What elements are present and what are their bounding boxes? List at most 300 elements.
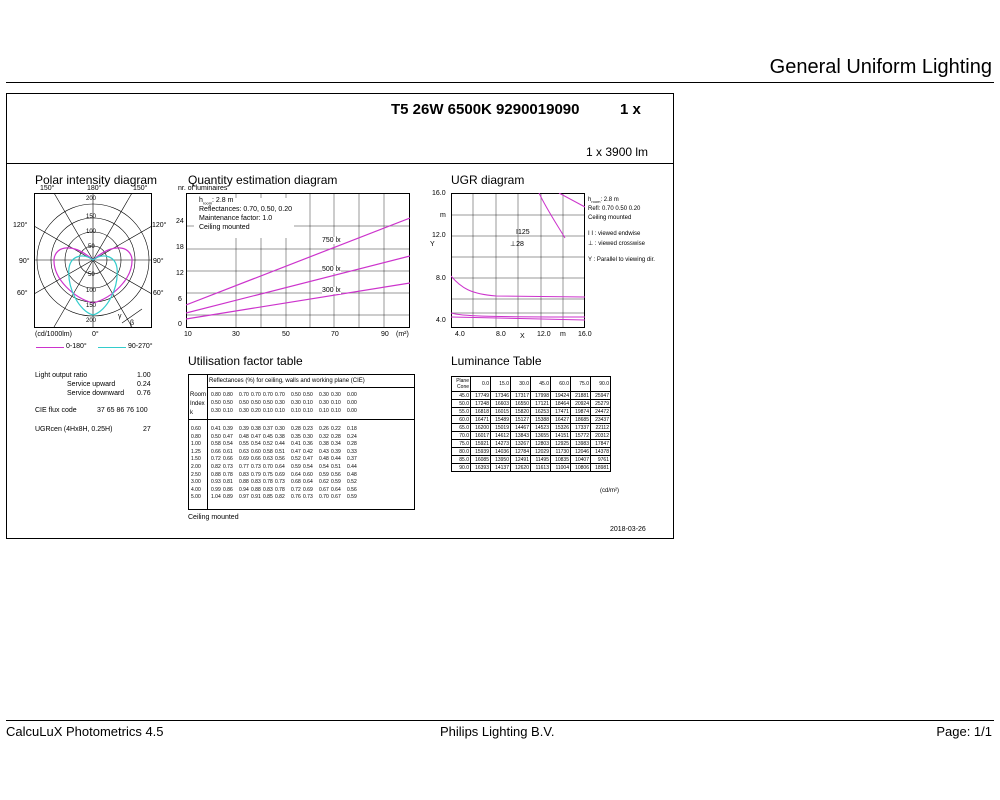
- uf-cell: 0.45: [263, 433, 273, 440]
- lum-head-cell: 60.0: [551, 377, 571, 392]
- uf-cell: 0.93: [211, 479, 221, 486]
- datasheet-date: 2018-03-26: [610, 526, 646, 533]
- uf-cell: 0.70: [319, 494, 329, 501]
- lum-cell: 14467: [511, 424, 531, 432]
- lum-cell: 13983: [571, 440, 591, 448]
- lum-table-unit: (cd/m²): [600, 488, 619, 494]
- uf-cell: 0.59: [347, 494, 357, 501]
- uf-refl-cell: 0.50: [251, 400, 261, 406]
- qty-ylabel: nr. of luminaires: [178, 185, 228, 192]
- lum-cell: 17749: [471, 392, 491, 400]
- uf-refl-cell: 0.00: [347, 408, 357, 414]
- uf-cell: 0.73: [303, 494, 313, 501]
- lum-cell: 18464: [551, 400, 571, 408]
- uf-refl-cell: 0.30: [291, 400, 301, 406]
- summary-lor-label: Light output ratio: [35, 372, 88, 379]
- uf-cell: 1.04: [211, 494, 221, 501]
- uf-cell: 0.64: [303, 479, 313, 486]
- polar-left-60: 60°: [17, 290, 28, 297]
- lum-head-cell: 0.0: [471, 377, 491, 392]
- uf-cell: 0.99: [211, 486, 221, 493]
- lum-cell: 17337: [571, 424, 591, 432]
- ugr-val-endwise: I125: [516, 229, 530, 236]
- uf-room-index-cell: 5.00: [191, 494, 201, 501]
- ugr-ytick-4: 4.0: [436, 317, 446, 324]
- uf-cell: 0.63: [239, 448, 249, 455]
- uf-cell: 0.66: [251, 456, 261, 463]
- lum-head-cell: 30.0: [511, 377, 531, 392]
- uf-refl-cell: 0.70: [275, 392, 285, 398]
- lum-cell: 11613: [531, 464, 551, 472]
- summary-down-label: Service downward: [67, 390, 125, 397]
- uf-cell: 0.30: [275, 426, 285, 432]
- lum-cell: 12784: [511, 448, 531, 456]
- uf-room-index-cell: 2.00: [191, 464, 201, 470]
- luminaire-quantity: 1 x: [620, 101, 641, 118]
- ugr-xlabel: X: [520, 333, 525, 340]
- uf-refl-cell: 0.10: [319, 408, 329, 414]
- uf-cell: 0.37: [347, 456, 357, 463]
- uf-table-box: [188, 374, 415, 510]
- lum-cell: 15820: [511, 408, 531, 416]
- polar-ring-150-top: 150: [86, 214, 97, 220]
- ugr-ylabel: Y: [430, 241, 435, 248]
- lum-cell: 19424: [551, 392, 571, 400]
- ugr-ytick-8: 8.0: [436, 275, 446, 282]
- uf-refl-cell: 0.30: [319, 400, 329, 406]
- uf-caption: Reflectances (%) for ceiling, walls and working plane (CIE): [209, 378, 365, 384]
- polar-top-150-right: 150°: [133, 185, 148, 192]
- uf-cell: 0.69: [239, 456, 249, 463]
- summary-up-label: Service upward: [67, 381, 116, 388]
- uf-cell: 0.54: [223, 441, 233, 448]
- qty-xunit: (m²): [396, 331, 409, 338]
- lum-cell: 13267: [511, 440, 531, 448]
- lum-cell: 15127: [511, 416, 531, 424]
- lum-cell: 17847: [591, 440, 611, 448]
- uf-refl-cell: 0.50: [263, 400, 273, 406]
- uf-refl-cell: 0.30: [239, 408, 249, 414]
- qty-ytick-0: 0: [178, 321, 182, 328]
- qty-note-refl: Reflectances: 0.70, 0.50, 0.20: [199, 206, 293, 213]
- uf-cell: 0.77: [239, 464, 249, 470]
- uf-refl-cell: 0.10: [303, 408, 313, 414]
- lum-cell: 16603: [491, 400, 511, 408]
- qty-line-500: 500 lx: [322, 266, 341, 273]
- lum-cell: 15489: [491, 416, 511, 424]
- uf-room-index-cell: 1.00: [191, 441, 201, 448]
- uf-cell: 0.48: [319, 456, 329, 463]
- uf-cell: 0.85: [263, 494, 273, 501]
- uf-cell: 0.61: [223, 448, 233, 455]
- uf-room-index-cell: 0.80: [191, 433, 201, 440]
- uf-cell: 0.51: [275, 448, 285, 455]
- lum-cell: 12491: [511, 456, 531, 464]
- uf-title: Utilisation factor table: [188, 354, 303, 368]
- lum-cell: 15388: [531, 416, 551, 424]
- uf-cell: 0.36: [303, 441, 313, 448]
- uf-cell: 0.78: [275, 486, 285, 493]
- polar-gamma-label: γ: [118, 313, 122, 320]
- uf-cell: 0.76: [291, 494, 301, 501]
- polar-ring-200-bottom: 200: [86, 318, 97, 324]
- uf-refl-cell: 0.10: [275, 408, 285, 414]
- uf-cell: 0.47: [223, 433, 233, 440]
- lum-cell: 10806: [571, 464, 591, 472]
- lum-cell: 20312: [591, 432, 611, 440]
- lum-cell: 22112: [591, 424, 611, 432]
- uf-cell: 0.33: [347, 448, 357, 455]
- lum-cell: 12803: [531, 440, 551, 448]
- lum-head-cell: 90.0: [591, 377, 611, 392]
- uf-cell: 0.66: [223, 456, 233, 463]
- lum-cell: 75.0: [452, 440, 471, 448]
- uf-refl-cell: 0.70: [251, 392, 261, 398]
- lum-cell: 12925: [551, 440, 571, 448]
- polar-ring-50-bottom: 50: [88, 272, 95, 278]
- uf-cell: 0.23: [303, 426, 313, 432]
- uf-cell: 0.59: [331, 479, 341, 486]
- ugr-note-parallel: Y : Parallel to viewing dir.: [588, 257, 655, 263]
- summary-up-value: 0.24: [137, 381, 151, 388]
- lum-cell: 21881: [571, 392, 591, 400]
- uf-refl-cell: 0.10: [291, 408, 301, 414]
- ugr-note-endwise: I I : viewed endwise: [588, 231, 641, 237]
- lum-cell: 80.0: [452, 448, 471, 456]
- polar-zero-label: 0°: [92, 331, 99, 338]
- uf-cell: 0.81: [223, 479, 233, 486]
- uf-cell: 0.88: [251, 486, 261, 493]
- uf-cell: 0.86: [223, 486, 233, 493]
- polar-ring-100-top: 100: [86, 229, 97, 235]
- lum-cell: 65.0: [452, 424, 471, 432]
- uf-refl-cell: 0.30: [275, 400, 285, 406]
- polar-right-60: 60°: [153, 290, 164, 297]
- ugr-xtick-12: 12.0: [537, 331, 551, 338]
- uf-refl-cell: 0.10: [303, 400, 313, 406]
- lum-cell: 10407: [571, 456, 591, 464]
- lum-cell: 14612: [491, 432, 511, 440]
- lum-head-cell: 75.0: [571, 377, 591, 392]
- lum-cell: 14378: [591, 448, 611, 456]
- lum-cell: 16085: [471, 456, 491, 464]
- uf-cell: 0.94: [239, 486, 249, 493]
- ugr-m-top: m: [440, 212, 446, 219]
- uf-cell: 0.39: [239, 426, 249, 432]
- legend-swatch-0-180: [36, 347, 64, 348]
- uf-footer: Ceiling mounted: [188, 514, 239, 521]
- lum-cell: 60.0: [452, 416, 471, 424]
- lum-cell: 16818: [471, 408, 491, 416]
- lum-cell: 14151: [551, 432, 571, 440]
- uf-cell: 0.18: [347, 426, 357, 432]
- polar-ring-200-top: 200: [86, 196, 97, 202]
- lum-cell: 15326: [551, 424, 571, 432]
- uf-refl-cell: 0.00: [347, 392, 357, 398]
- footer-left: CalcuLuX Photometrics 4.5: [6, 724, 164, 739]
- lum-cell: 10835: [551, 456, 571, 464]
- uf-cell: 0.55: [239, 441, 249, 448]
- lum-cell: 15019: [491, 424, 511, 432]
- uf-cell: 0.47: [291, 448, 301, 455]
- lum-cell: 15939: [471, 448, 491, 456]
- uf-cell: 0.43: [319, 448, 329, 455]
- uf-cell: 0.37: [263, 426, 273, 432]
- uf-refl-cell: 0.50: [291, 392, 301, 398]
- uf-cell: 0.83: [251, 479, 261, 486]
- uf-cell: 0.39: [331, 448, 341, 455]
- lum-cell: 17346: [491, 392, 511, 400]
- uf-cell: 0.73: [223, 464, 233, 470]
- lum-cell: 16015: [491, 408, 511, 416]
- quantity-diagram: [186, 193, 410, 328]
- uf-cell: 0.28: [291, 426, 301, 432]
- lum-head-cell: 15.0: [491, 377, 511, 392]
- lum-cell: 13843: [511, 432, 531, 440]
- uf-cell: 0.48: [239, 433, 249, 440]
- uf-refl-cell: 0.50: [211, 400, 221, 406]
- uf-cell: 0.32: [319, 433, 329, 440]
- uf-cell: 0.54: [319, 464, 329, 470]
- polar-beta-label: β: [130, 320, 135, 327]
- uf-cell: 0.69: [275, 471, 285, 478]
- lum-cell: 20924: [571, 400, 591, 408]
- uf-cell: 0.62: [319, 479, 329, 486]
- uf-cell: 0.68: [291, 479, 301, 486]
- polar-right-90: 90°: [153, 258, 164, 265]
- polar-left-90: 90°: [19, 258, 30, 265]
- lum-cell: 14036: [491, 448, 511, 456]
- lum-cell: 9761: [591, 456, 611, 464]
- section-separator: [7, 163, 673, 164]
- lum-cell: 16200: [471, 424, 491, 432]
- uf-cell: 0.34: [331, 441, 341, 448]
- uf-refl-cell: 0.80: [223, 392, 233, 398]
- uf-refl-cell: 0.30: [211, 408, 221, 414]
- uf-cell: 0.54: [303, 464, 313, 470]
- uf-room-index-cell: 1.50: [191, 456, 201, 463]
- summary-cie-label: CIE flux code: [35, 407, 77, 414]
- uf-cell: 0.38: [319, 441, 329, 448]
- lum-cell: 16550: [511, 400, 531, 408]
- lum-cell: 14523: [531, 424, 551, 432]
- footer-rule: [6, 720, 994, 721]
- qty-line-300: 300 lx: [322, 287, 341, 294]
- uf-caption-rule: [207, 387, 415, 388]
- ugr-note-crosswise: ⊥ : viewed crosswise: [588, 241, 645, 247]
- uf-cell: 0.41: [211, 426, 221, 432]
- uf-refl-cell: 0.70: [263, 392, 273, 398]
- uf-cell: 0.58: [211, 441, 221, 448]
- uf-cell: 0.22: [331, 426, 341, 432]
- uf-cell: 0.47: [251, 433, 261, 440]
- uf-cell: 0.66: [211, 448, 221, 455]
- qty-ytick-12: 12: [176, 270, 184, 277]
- ugr-diagram: [451, 193, 585, 328]
- uf-cell: 0.28: [347, 441, 357, 448]
- lum-cell: 11495: [531, 456, 551, 464]
- uf-cell: 0.56: [347, 486, 357, 493]
- luminance-table: [451, 376, 611, 472]
- ugr-title: UGR diagram: [451, 173, 525, 187]
- lum-cell: 18685: [571, 416, 591, 424]
- uf-cell: 0.69: [303, 486, 313, 493]
- qty-note-mf: Maintenance factor: 1.0: [199, 215, 273, 222]
- lum-cell: 12620: [511, 464, 531, 472]
- uf-cell: 0.60: [303, 471, 313, 478]
- qty-line-750: 750 lx: [322, 237, 341, 244]
- uf-cell: 0.73: [251, 464, 261, 470]
- uf-cell: 0.26: [319, 426, 329, 432]
- uf-refl-cell: 0.10: [331, 400, 341, 406]
- lum-cell: 17121: [531, 400, 551, 408]
- uf-refl-cell: 0.80: [211, 392, 221, 398]
- uf-refl-cell: 0.20: [251, 408, 261, 414]
- uf-cell: 0.67: [319, 486, 329, 493]
- ugr-note-h: $h_{room}$: 2.8 m: [588, 197, 619, 205]
- uf-cell: 0.75: [263, 471, 273, 478]
- uf-room-index-cell: 0.60: [191, 426, 201, 432]
- uf-cell: 0.83: [263, 486, 273, 493]
- uf-cell: 0.63: [263, 456, 273, 463]
- uf-cell: 0.54: [251, 441, 261, 448]
- lum-cell: 11004: [551, 464, 571, 472]
- uf-cell: 0.50: [211, 433, 221, 440]
- uf-cell: 0.52: [263, 441, 273, 448]
- lum-cell: 17317: [511, 392, 531, 400]
- uf-cell: 0.39: [223, 426, 233, 432]
- polar-ring-50-top: 50: [88, 244, 95, 250]
- uf-cell: 0.51: [331, 464, 341, 470]
- uf-cell: 0.38: [275, 433, 285, 440]
- uf-cell: 0.59: [291, 464, 301, 470]
- uf-cell: 0.67: [331, 494, 341, 501]
- uf-refl-cell: 0.50: [239, 400, 249, 406]
- qty-xtick-30: 30: [232, 331, 240, 338]
- footer-right: Page: 1/1: [936, 724, 992, 739]
- lum-cell: 13950: [491, 456, 511, 464]
- lum-cell: 19874: [571, 408, 591, 416]
- lum-cell: 17998: [531, 392, 551, 400]
- uf-cell: 0.64: [275, 464, 285, 470]
- ugr-note-refl: Refl: 0.70 0.50 0.20: [588, 206, 641, 212]
- uf-cell: 0.82: [275, 494, 285, 501]
- summary-ugr-value: 27: [143, 426, 151, 433]
- lum-cell: 18981: [591, 464, 611, 472]
- polar-unit: (cd/1000lm): [35, 331, 72, 338]
- uf-cell: 0.79: [251, 471, 261, 478]
- uf-cell: 0.30: [303, 433, 313, 440]
- uf-cell: 0.41: [291, 441, 301, 448]
- uf-cell: 0.60: [251, 448, 261, 455]
- lum-cell: 16471: [471, 416, 491, 424]
- uf-cell: 0.47: [303, 456, 313, 463]
- lum-cell: 70.0: [452, 432, 471, 440]
- lum-cell: 23437: [591, 416, 611, 424]
- lum-head-cell: 45.0: [531, 377, 551, 392]
- polar-top-150-left: 150°: [40, 185, 55, 192]
- uf-refl-cell: 0.00: [347, 400, 357, 406]
- lum-cell: 12029: [531, 448, 551, 456]
- footer-center: Philips Lighting B.V.: [440, 724, 555, 739]
- qty-xtick-50: 50: [282, 331, 290, 338]
- lum-cell: 16253: [531, 408, 551, 416]
- qty-ytick-18: 18: [176, 244, 184, 251]
- uf-cell: 0.72: [211, 456, 221, 463]
- summary-ugr-label: UGRcen (4Hx8H, 0.25H): [35, 426, 113, 433]
- uf-cell: 0.24: [347, 433, 357, 440]
- uf-cell: 0.56: [331, 471, 341, 478]
- uf-cell: 0.48: [347, 471, 357, 478]
- lum-cell: 16393: [471, 464, 491, 472]
- uf-cell: 0.52: [347, 479, 357, 486]
- uf-cell: 0.64: [331, 486, 341, 493]
- lum-cell: 12046: [571, 448, 591, 456]
- lum-cell: 55.0: [452, 408, 471, 416]
- polar-ring-100-bottom: 100: [86, 288, 97, 294]
- uf-room-index-cell: 1.25: [191, 448, 201, 455]
- lum-cell: 16427: [551, 416, 571, 424]
- qty-note-h: $h_{room}$: 2.8 m: [199, 197, 234, 206]
- polar-left-120: 120°: [13, 222, 28, 229]
- lum-cell: 25947: [591, 392, 611, 400]
- lum-cell: 50.0: [452, 400, 471, 408]
- polar-ring-150-bottom: 150: [86, 303, 97, 309]
- lum-cell: 17471: [551, 408, 571, 416]
- lum-cell: 25279: [591, 400, 611, 408]
- uf-refl-cell: 0.10: [331, 408, 341, 414]
- lum-cell: 13655: [531, 432, 551, 440]
- luminaire-flux: 1 x 3900 lm: [586, 145, 649, 159]
- page-header-title: General Uniform Lighting: [769, 56, 992, 78]
- lum-cell: 24472: [591, 408, 611, 416]
- uf-room-index: Room Index k: [190, 392, 207, 416]
- polar-top-180: 180°: [87, 185, 102, 192]
- uf-refl-cell: 0.30: [319, 392, 329, 398]
- lum-cell: 11730: [551, 448, 571, 456]
- uf-cell: 0.64: [291, 471, 301, 478]
- ugr-xtick-16: 16.0: [578, 331, 592, 338]
- uf-room-index-cell: 3.00: [191, 479, 201, 486]
- summary-cie-value: 37 65 86 76 100: [97, 407, 148, 414]
- ugr-m-bottom: m: [560, 331, 566, 338]
- qty-ytick-6: 6: [178, 296, 182, 303]
- polar-title: Polar intensity diagram: [35, 173, 158, 187]
- uf-cell: 0.56: [275, 456, 285, 463]
- uf-cell: 0.97: [239, 494, 249, 501]
- lum-cell: 14273: [491, 440, 511, 448]
- uf-cell: 0.52: [291, 456, 301, 463]
- uf-refl-cell: 0.30: [331, 392, 341, 398]
- ugr-ytick-12: 12.0: [432, 232, 446, 239]
- ugr-val-crosswise: ⊥28: [510, 241, 524, 248]
- uf-refl-cell: 0.50: [303, 392, 313, 398]
- lum-cell: 85.0: [452, 456, 471, 464]
- qty-ytick-24: 24: [176, 218, 184, 225]
- uf-cell: 0.83: [239, 471, 249, 478]
- uf-cell: 0.28: [331, 433, 341, 440]
- uf-cell: 0.91: [251, 494, 261, 501]
- uf-refl-cell: 0.70: [239, 392, 249, 398]
- uf-cell: 0.38: [251, 426, 261, 432]
- legend-0-180: 0-180°: [66, 343, 87, 350]
- ugr-xtick-8: 8.0: [496, 331, 506, 338]
- uf-refl-cell: 0.10: [223, 408, 233, 414]
- uf-room-index-cell: 2.50: [191, 471, 201, 478]
- uf-refl-cell: 0.50: [223, 400, 233, 406]
- uf-cell: 0.78: [223, 471, 233, 478]
- lum-head-cell: Plane Cone: [452, 377, 471, 392]
